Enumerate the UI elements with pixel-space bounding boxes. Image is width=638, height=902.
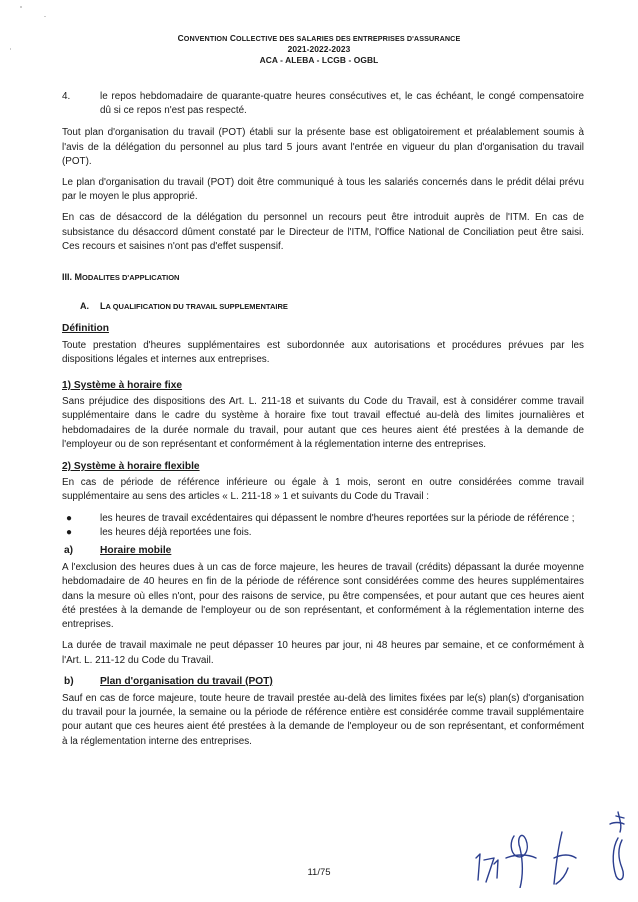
mobile-schedule-limit-text: La durée de travail maximale ne peut dépasser 10 heures par jour, ni 48 heures par semaine, et ce conformément à l'Art. L. 211-12 du Code du Travail. — [62, 640, 584, 666]
page-header — [0, 33, 638, 66]
bullet-list — [62, 512, 584, 540]
definition-text: Toute prestation d'heures supplémentaires est subordonnée aux autorisations et procédures prévues par les dispositions légales et internes aux entreprises. — [62, 339, 584, 365]
list-item: ● les heures de travail excédentaires qui dépassent le nombre d'heures reportées sur la période de référence ; — [62, 512, 584, 526]
definition-heading: Définition — [62, 323, 109, 335]
document-body — [62, 90, 584, 756]
mobile-schedule-heading: a) Horaire mobile — [64, 545, 172, 557]
page-number: 11/75 — [307, 867, 331, 878]
scan-speck — [10, 48, 11, 50]
list-item: ● les heures déjà reportées une fois. — [62, 526, 584, 540]
paragraph: Tout plan d'organisation du travail (POT) établi sur la présente base est obligatoirement et préalablement soumis à l'avis de la délégation du personnel au plus tard 5 jours avant l'entrée en vigueur du plan d'organisation du travail (POT). — [62, 127, 584, 167]
list-item-4 — [62, 90, 584, 118]
pot-text: Sauf en cas de force majeure, toute heure de travail prestée au-delà des limites fixées par le(s) plan(s) d'organisation du travail pour la journée, la semaine ou la période de référence entière est considérée comme travail supplémentaire pour autant que ces heures aient été prestées à la demande de l'employeur ou de son représentant, et conformément à la réglementation interne des entreprises. — [62, 692, 584, 747]
header-years: 2021-2022-2023 — [287, 44, 351, 54]
header-title: CONVENTION COLLECTIVE DES SALARIES DES ENTREPRISES D'ASSURANCE — [177, 33, 461, 43]
fixed-schedule-text: Sans préjudice des dispositions des Art. L. 211-18 et suivants du Code du Travail, est à considérer comme travail supplémentaire dans le cadre du système à horaire fixe tout travail effectué au-delà des limites journalières et hebdomadaires de la durée normale du travail, pour autant que ces heures aient été prestées à la demande de l'employeur ou de son représentant et conformément à la réglementation interne des entreprises. — [62, 396, 584, 450]
handwritten-initials — [470, 808, 630, 888]
paragraph: Le plan d'organisation du travail (POT) doit être communiqué à tous les salariés concernés dans le prédit délai prévu par le moyen le plus approprié. — [62, 177, 584, 203]
flexible-schedule-text: En cas de période de référence inférieure ou égale à 1 mois, seront en outre considérées comme travail supplémentaire au sens des articles « L. 211-18 » 1 et suivants du Code du Travail : — [62, 477, 584, 503]
subsection-heading-a: A. LA QUALIFICATION DU TRAVAIL SUPPLEMENTAIRE — [80, 301, 288, 312]
section-heading-iii: III. MODALITES D'APPLICATION — [62, 272, 180, 283]
scan-speck — [44, 16, 46, 17]
paragraph: En cas de désaccord de la délégation du personnel un recours peut être introduit auprès de l'ITM. En cas de subsistance du désaccord dûment constaté par le Directeur de l'ITM, l'Office National de Conciliation peut être saisi. Ces recours et saisines n'ont pas d'effet suspensif. — [62, 212, 584, 252]
pot-heading: b) Plan d'organisation du travail (POT) — [64, 675, 273, 687]
header-signatories: ACA - ALEBA - LCGB - OGBL — [259, 55, 379, 65]
list-item-text: le repos hebdomadaire de quarante-quatre heures consécutives et, le cas échéant, le congé compensatoire dû si ce repos n'est pas respecté. — [100, 91, 584, 117]
list-item-number: 4. — [62, 91, 71, 102]
fixed-schedule-heading: 1) Système à horaire fixe — [62, 380, 183, 392]
scan-speck — [20, 6, 22, 8]
flexible-schedule-heading: 2) Système à horaire flexible — [62, 461, 200, 473]
mobile-schedule-text: A l'exclusion des heures dues à un cas de force majeure, les heures de travail (crédits) dépassant la durée moyenne hebdomadaire de 40 heures en fin de la période de référence sont considérées comme des heures supplémentaires dans la mesure où elles n'ont, pour des raisons de service, pu être compensées, et pour autant que ces heures aient été prestées à la demande de l'employeur ou de son représentant, et conformément à la réglementation interne des entreprises. — [62, 562, 584, 631]
bullet-icon: ● — [66, 526, 73, 538]
bullet-icon: ● — [66, 512, 73, 524]
